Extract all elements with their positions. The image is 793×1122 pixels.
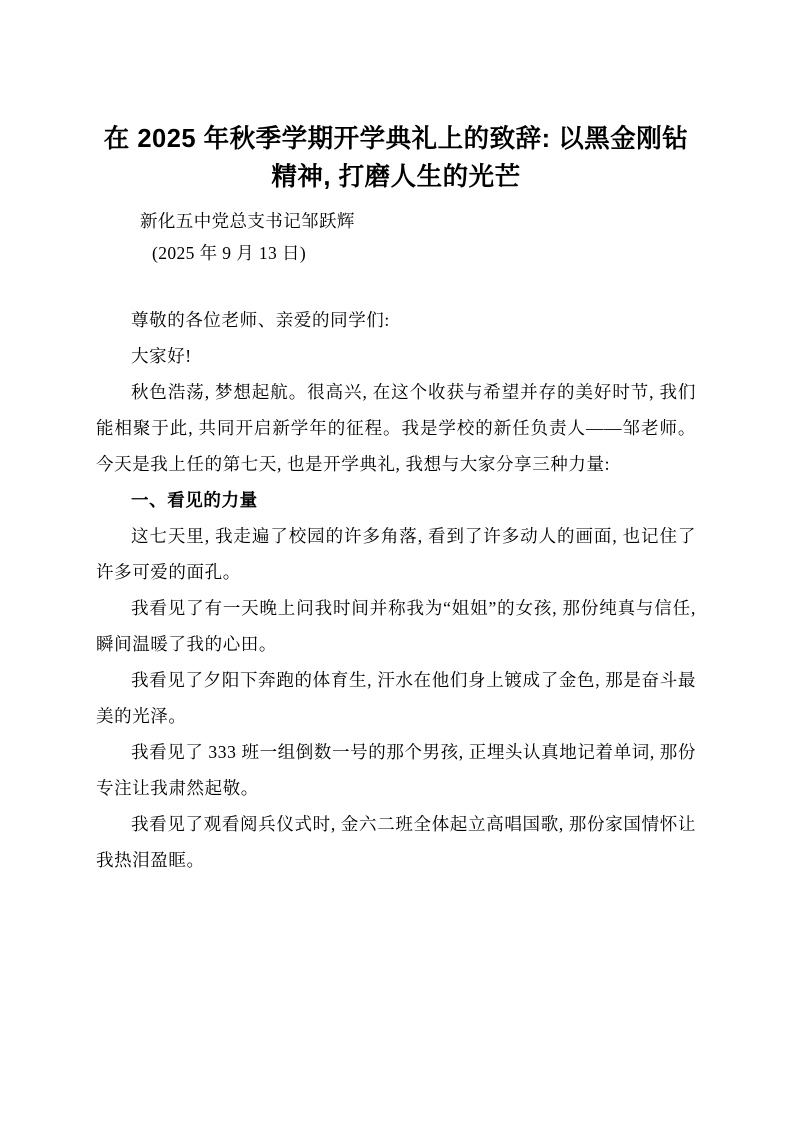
paragraph-seen-5: 我看见了观看阅兵仪式时, 金六二班全体起立高唱国歌, 那份家国情怀让我热泪盈眶。 <box>96 814 696 870</box>
section-heading-1: 一、看见的力量 <box>131 490 258 510</box>
paragraph-seen-2: 我看见了有一天晚上问我时间并称我为“姐姐”的女孩, 那份纯真与信任, 瞬间温暖了我的心田。 <box>96 598 696 654</box>
date-line: (2025 年 9 月 13 日) <box>152 243 307 263</box>
paragraph-salutation: 尊敬的各位老师、亲爱的同学们: <box>131 310 390 330</box>
paragraph-seen-1: 这七天里, 我走遍了校园的许多角落, 看到了许多动人的画面, 也记住了许多可爱的面孔。 <box>96 526 696 582</box>
author-byline: 新化五中党总支书记邹跃辉 <box>140 211 355 231</box>
page-title: 在 2025 年秋季学期开学典礼上的致辞: 以黑金刚钻精神, 打磨人生的光芒 <box>103 125 689 191</box>
document-body <box>96 302 696 878</box>
paragraph-seen-4: 我看见了 333 班一组倒数一号的那个男孩, 正埋头认真地记着单词, 那份专注让我肃然起敬。 <box>96 742 696 798</box>
document-content <box>96 120 696 878</box>
paragraph-greeting: 大家好! <box>131 346 192 366</box>
paragraph-seen-3: 我看见了夕阳下奔跑的体育生, 汗水在他们身上镀成了金色, 那是奋斗最美的光泽。 <box>96 670 696 726</box>
paragraph-intro: 秋色浩荡, 梦想起航。很高兴, 在这个收获与希望并存的美好时节, 我们能相聚于此, 共同开启新学年的征程。我是学校的新任负责人——邹老师。今天是我上任的第七天, 也是开学典礼, 我想与大家分享三种力量: <box>96 382 696 474</box>
